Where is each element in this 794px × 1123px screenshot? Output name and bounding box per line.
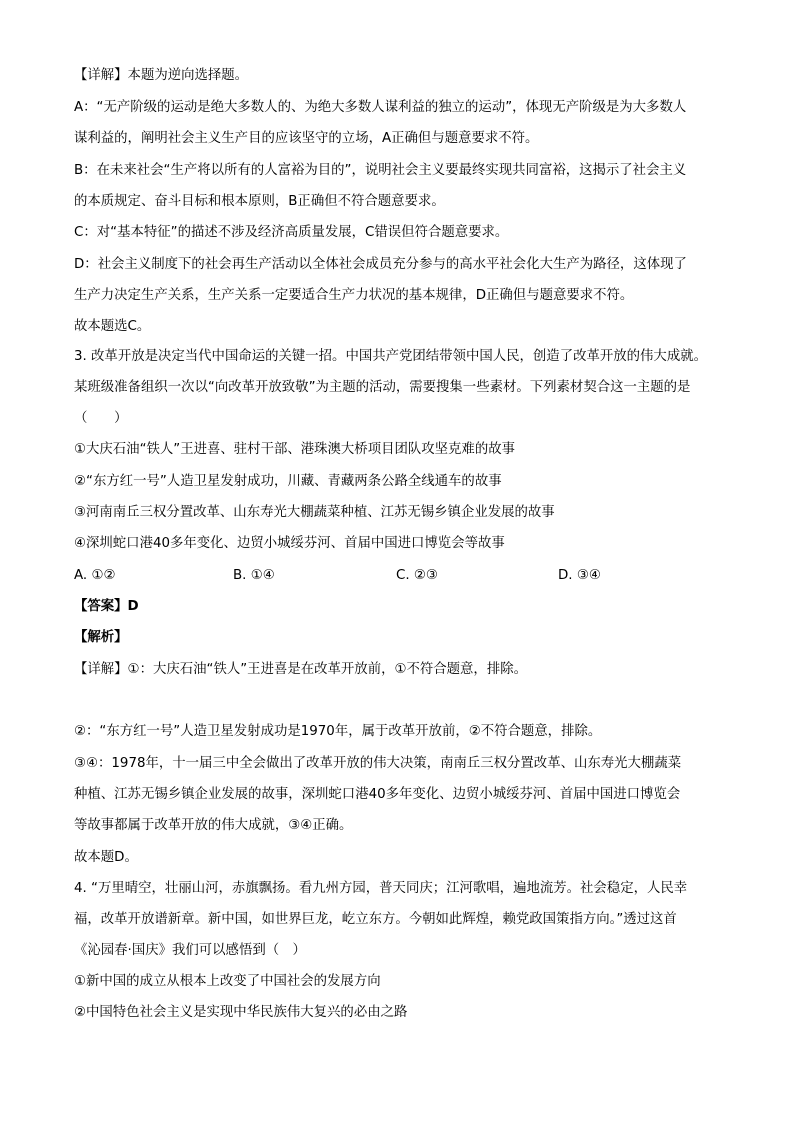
statement-4: ④深圳蛇口港40多年变化、边贸小城绥芬河、首届中国进口博览会等故事 bbox=[74, 536, 505, 551]
question-4-line: 4. “万里晴空，壮丽山河，赤旗飘扬。看九州方园，普天同庆；江河歌唱，遍地流芳。社会稳定，人民幸 bbox=[74, 881, 688, 896]
statement-1: ①新中国的成立从根本上改变了中国社会的发展方向 bbox=[74, 974, 381, 989]
option-c: C. ②③ bbox=[396, 568, 438, 583]
option-d: D. ③④ bbox=[558, 568, 601, 583]
statement-1: ①大庆石油“铁人”王进喜、驻村干部、港珠澳大桥项目团队攻坚克难的故事 bbox=[74, 442, 515, 457]
analysis-line: 种植、江苏无锡乡镇企业发展的故事，深圳蛇口港40多年变化、边贸小城绥芬河、首届中国进口博览会 bbox=[74, 787, 681, 802]
analysis-line: ③④：1978年，十一届三中全会做出了改革开放的伟大决策，南南丘三权分置改革、山东寿光大棚蔬菜 bbox=[74, 756, 682, 771]
text-line: 【详解】本题为逆向选择题。 bbox=[74, 68, 249, 83]
text-line: C：对“基本特征”的描述不涉及经济高质量发展，C错误但符合题意要求。 bbox=[74, 225, 509, 240]
answer-label: 【答案】D bbox=[74, 599, 139, 614]
analysis-line: 故本题D。 bbox=[74, 850, 138, 865]
option-a: A. ①② bbox=[74, 568, 116, 583]
text-line: B：在未来社会“生产将以所有的人富裕为目的”，说明社会主义要最终实现共同富裕，这揭示了社会主义 bbox=[74, 163, 687, 178]
analysis-heading: 【解析】 bbox=[74, 630, 128, 645]
text-line: 谋利益的，阐明社会主义生产目的应该坚守的立场，A正确但与题意要求不符。 bbox=[74, 131, 539, 146]
statement-2: ②“东方红一号”人造卫星发射成功，川藏、青藏两条公路全线通车的故事 bbox=[74, 474, 502, 489]
text-line: D：社会主义制度下的社会再生产活动以全体社会成员充分参与的高水平社会化大生产为路径，这体现了 bbox=[74, 257, 687, 272]
option-b: B. ①④ bbox=[233, 568, 275, 583]
question-4-line: 福，改革开放谱新章。新中国，如世界巨龙，屹立东方。今朝如此辉煌，赖党政国策指方向。”透过这首 bbox=[74, 912, 677, 927]
question-4-line: 《沁园春·国庆》我们可以感悟到（ ） bbox=[74, 943, 306, 958]
statement-2: ②中国特色社会主义是实现中华民族伟大复兴的必由之路 bbox=[74, 1005, 408, 1020]
question-3-line: 某班级准备组织一次以“向改革开放致敬”为主题的活动，需要搜集一些素材。下列素材契合这一主题的是 bbox=[74, 380, 691, 395]
question-3-line: 3. 改革开放是决定当代中国命运的关键一招。中国共产党团结带领中国人民，创造了改革开放的伟大成就。 bbox=[74, 349, 707, 364]
text-line: 的本质规定、奋斗目标和根本原则，B正确但不符合题意要求。 bbox=[74, 194, 445, 209]
text-line: 故本题选C。 bbox=[74, 319, 151, 334]
answer-blank: （ ） bbox=[74, 411, 128, 426]
analysis-line: ②：“东方红一号”人造卫星发射成功是1970年，属于改革开放前，②不符合题意，排除。 bbox=[74, 724, 602, 739]
analysis-line: 等故事都属于改革开放的伟大成就，③④正确。 bbox=[74, 818, 353, 833]
text-line: 生产力决定生产关系，生产关系一定要适合生产力状况的基本规律，D正确但与题意要求不符。 bbox=[74, 288, 634, 303]
analysis-line: 【详解】①：大庆石油“铁人”王进喜是在改革开放前，①不符合题意，排除。 bbox=[74, 662, 527, 677]
text-line: A：“无产阶级的运动是绝大多数人的、为绝大多数人谋利益的独立的运动”，体现无产阶级是为大多数人 bbox=[74, 100, 687, 115]
statement-3: ③河南南丘三权分置改革、山东寿光大棚蔬菜种植、江苏无锡乡镇企业发展的故事 bbox=[74, 505, 555, 520]
